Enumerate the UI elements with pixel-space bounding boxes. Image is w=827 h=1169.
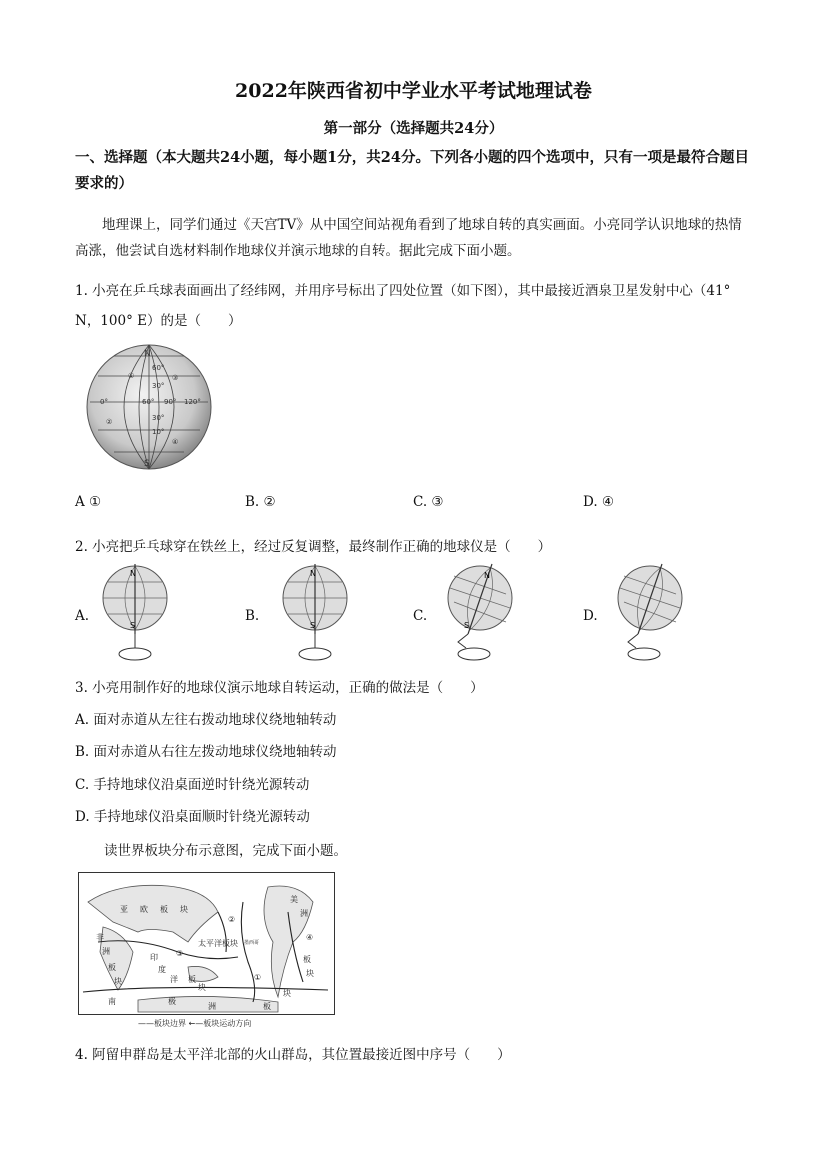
pole-label: S: [130, 621, 136, 630]
question-3-stem: 3. 小亮用制作好的地球仪演示地球自转运动，正确的做法是（ ）: [75, 680, 484, 696]
map-label: 极: [168, 997, 176, 1006]
intro-2: 读世界板块分布示意图，完成下面小题。: [104, 843, 347, 859]
map-label: 板: [160, 905, 168, 914]
map-label: 洲: [102, 947, 110, 956]
question-4-stem: 4. 阿留申群岛是太平洋北部的火山群岛，其位置最接近图中序号（ ）: [75, 1047, 511, 1063]
map-label: ①: [254, 973, 262, 982]
globe-label: 30°: [152, 382, 165, 390]
q3-option-c[interactable]: C. 手持地球仪沿桌面逆时针绕光源转动: [75, 777, 310, 793]
map-label: 板: [263, 1002, 271, 1011]
q1-option-c[interactable]: C. ③: [413, 494, 444, 510]
globe-label: 0°: [100, 398, 108, 406]
map-label: 块: [283, 989, 291, 998]
map-label: 印: [150, 953, 158, 962]
intro-paragraph: 地理课上，同学们通过《天宫TV》从中国空间站视角看到了地球自转的真实画面。小亮同学认识地球的热情高涨，他尝试自选材料制作地球仪并演示地球的自转。据此完成下面小题。: [75, 217, 742, 259]
question-1-stem: 1. 小亮在乒乓球表面画出了经纬网，并用序号标出了四处位置（如下图），其中最接近酒泉卫星发射中心（41° N，100° E）的是（ ）: [75, 283, 731, 329]
q3-option-b[interactable]: B. 面对赤道从右往左拨动地球仪绕地轴转动: [75, 744, 337, 760]
map-label: 板: [303, 955, 311, 964]
map-label: 块: [114, 977, 122, 986]
globe-label: ①: [128, 372, 135, 380]
q2-option-a-label[interactable]: A.: [75, 608, 90, 624]
map-label: 洲: [208, 1002, 216, 1011]
q2-option-c-label[interactable]: C.: [413, 608, 428, 624]
q1-option-d[interactable]: D. ④: [583, 494, 615, 510]
q2-option-b-label[interactable]: B.: [245, 608, 260, 624]
map-label: 板: [188, 975, 196, 984]
map-label: ②: [228, 915, 236, 924]
globe-label: 60°: [142, 398, 155, 406]
map-label: ④: [306, 933, 314, 942]
map-label: 欧: [140, 905, 148, 914]
q1-option-b[interactable]: B. ②: [245, 494, 276, 510]
globe-label: 120°: [184, 398, 201, 406]
pole-label: N: [484, 571, 490, 580]
part-heading: 第一部分（选择题共24分）: [323, 120, 504, 137]
q2-globe-c-figure[interactable]: [430, 562, 530, 667]
globe-label: S: [144, 459, 150, 469]
globe-label: ③: [172, 374, 179, 382]
map-label: 太平洋板块: [198, 939, 238, 948]
graticule-globe-figure: [84, 342, 214, 472]
map-label: 亚: [120, 905, 128, 914]
map-legend: ——板块边界 ←—板块运动方向: [138, 1019, 252, 1028]
q2-option-d-label[interactable]: D.: [583, 608, 598, 624]
section-heading: 一、选择题（本大题共24小题，每小题1分，共24分。下列各小题的四个选项中，只有一项是最符合题目要求的）: [75, 149, 749, 192]
map-label: 块: [198, 983, 206, 992]
map-label: 墨西哥: [244, 940, 260, 946]
globe-label: 90°: [164, 398, 177, 406]
globe-label: 30°: [152, 414, 165, 422]
map-label: 块: [180, 905, 188, 914]
q3-option-d[interactable]: D. 手持地球仪沿桌面顺时针绕光源转动: [75, 809, 310, 825]
q2-globe-a-figure[interactable]: [90, 562, 180, 667]
map-label: 块: [306, 969, 314, 978]
q1-option-a[interactable]: A ①: [75, 494, 102, 510]
globe-label: 60°: [152, 364, 165, 372]
map-label: 洲: [300, 909, 308, 918]
map-label: 板: [108, 963, 116, 972]
map-label: 度: [158, 965, 166, 974]
map-label: 美: [290, 895, 298, 904]
pole-label: N: [310, 569, 316, 578]
globe-label: N: [144, 349, 151, 359]
q2-globe-d-figure[interactable]: [600, 562, 700, 667]
pole-label: S: [310, 621, 316, 630]
map-label: 非: [96, 933, 104, 942]
world-plate-map: [78, 872, 336, 1030]
map-label: 洋: [170, 975, 178, 984]
globe-label: 10°: [152, 428, 165, 436]
pole-label: N: [130, 569, 136, 578]
map-label: ③: [176, 949, 184, 958]
globe-label: ②: [106, 418, 113, 426]
pole-label: S: [464, 621, 470, 630]
page-title: 2022年陕西省初中学业水平考试地理试卷: [235, 80, 592, 102]
globe-label: ④: [172, 438, 179, 446]
map-label: 南: [108, 997, 116, 1006]
q2-globe-b-figure[interactable]: [270, 562, 360, 667]
q3-option-a[interactable]: A. 面对赤道从左往右拨动地球仪绕地轴转动: [75, 712, 337, 728]
question-2-stem: 2. 小亮把乒乓球穿在铁丝上，经过反复调整，最终制作正确的地球仪是（ ）: [75, 539, 552, 555]
